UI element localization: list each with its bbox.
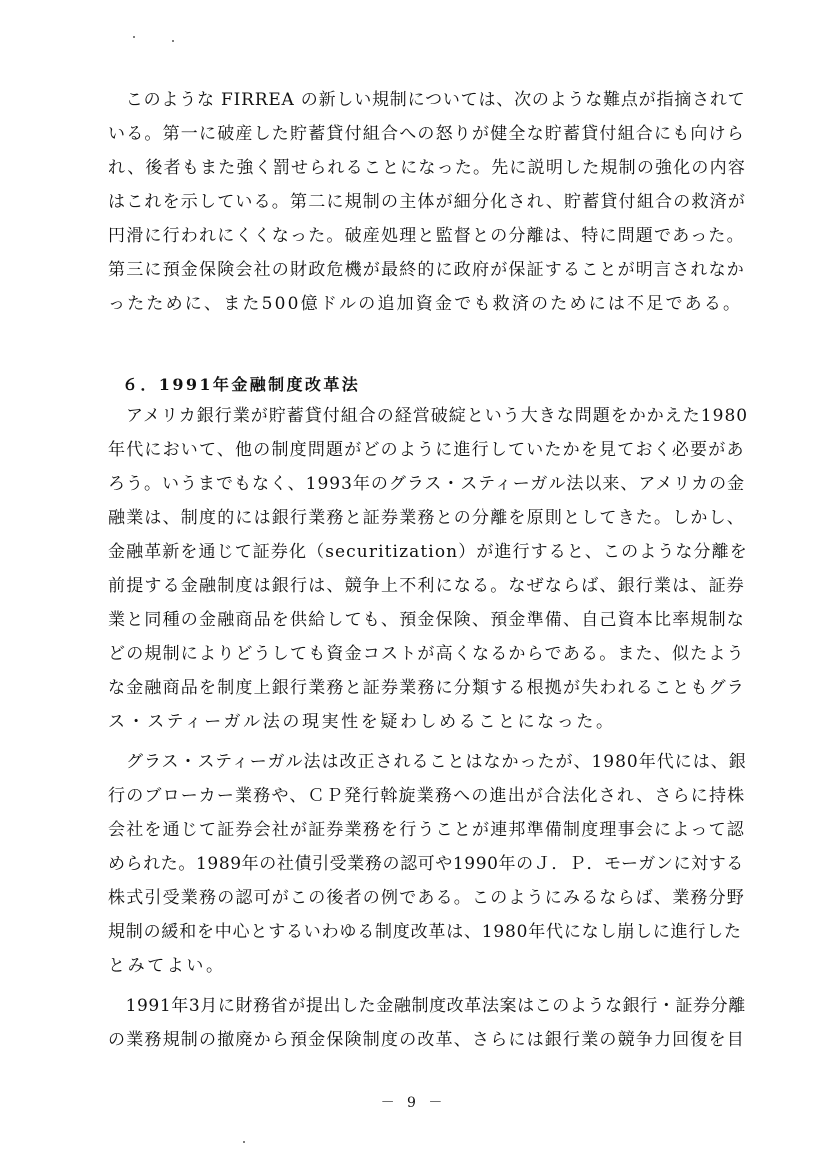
paragraph4-line-1: 1991年3月に財務省が提出した金融制度改革法案はこのような銀行・証券分離: [108, 996, 746, 1016]
paragraph3-line-7: とみてよい。: [108, 956, 226, 976]
page-number: － 9 －: [380, 1095, 447, 1111]
paragraph1-line-7: ったために、また500億ドルの追加資金でも救済のためには不足である。: [108, 294, 743, 314]
paragraph3-line-3: 会社を通じて証券会社が証券業務を行うことが連邦準備制度理事会によって認: [108, 820, 745, 840]
scan-speck: [243, 1141, 245, 1143]
paragraph2-line-4: 融業は、制度的には銀行業務と証券業務との分離を原則としてきた。しかし、: [108, 508, 745, 528]
paragraph1-line-3: れ、後者もまた強く罰せられることになった。先に説明した規制の強化の内容: [108, 158, 747, 178]
scan-speck: [172, 40, 174, 42]
paragraph2-line-2: 年代において、他の制度問題がどのように進行していたかを見ておく必要があ: [108, 440, 745, 460]
paragraph2-line-10: ス・スティーガル法の現実性を疑わしめることになった。: [108, 712, 616, 732]
paragraph3-line-1: グラス・スティーガル法は改正されることはなかったが、1980年代には、銀: [108, 752, 747, 772]
paragraph2-line-3: ろう。いうまでもなく、1993年のグラス・スティーガル法以来、アメリカの金: [108, 474, 746, 494]
paragraph1-line-4: はこれを示している。第二に規制の主体が細分化され、貯蓄貸付組合の救済が: [108, 192, 747, 212]
paragraph3-line-6: 規制の緩和を中心とするいわゆる制度改革は、1980年代になし崩しに進行した: [108, 922, 742, 942]
paragraph2-line-7: 業と同種の金融商品を供給しても、預金保険、預金準備、自己資本比率規制な: [108, 610, 745, 630]
paragraph2-line-5: 金融革新を通じて証券化（securitization）が進行すると、このような分離を: [108, 542, 748, 562]
paragraph3-line-4: められた。1989年の社債引受業務の認可や1990年のＪ．Ｐ．モーガンに対する: [108, 854, 744, 874]
section-heading: ６．1991年金融制度改革法: [122, 375, 361, 394]
paragraph3-line-5: 株式引受業務の認可がこの後者の例である。このようにみるならば、業務分野: [108, 888, 745, 908]
paragraph1-line-6: 第三に預金保険会社の財政危機が最終的に政府が保証することが明言されなか: [108, 260, 745, 280]
paragraph2-line-1: アメリカ銀行業が貯蓄貸付組合の経営破綻という大きな問題をかかえた1980: [108, 406, 749, 426]
paragraph1-line-1: このような FIRREA の新しい規制については、次のような難点が指摘されて: [108, 90, 746, 110]
scan-speck: [133, 36, 135, 38]
paragraph2-line-6: 前提する金融制度は銀行は、競争上不利になる。なぜならば、銀行業は、証券: [108, 576, 745, 596]
paragraph1-line-2: いる。第一に破産した貯蓄貸付組合への怒りが健全な貯蓄貸付組合にも向けら: [108, 124, 745, 144]
paragraph2-line-8: どの規制によりどうしても資金コストが高くなるからである。また、似たよう: [108, 644, 745, 664]
paragraph3-line-2: 行のブローカー業務や、ＣＰ発行斡旋業務への進出が合法化され、さらに持株: [108, 786, 746, 806]
paragraph2-line-9: な金融商品を制度上銀行業務と証券業務に分類する根拠が失われることもグラ: [108, 678, 745, 698]
paragraph4-line-2: の業務規制の撤廃から預金保険制度の改革、さらには銀行業の競争力回復を目: [108, 1030, 745, 1050]
paragraph1-line-5: 円滑に行われにくくなった。破産処理と監督との分離は、特に問題であった。: [108, 226, 745, 246]
